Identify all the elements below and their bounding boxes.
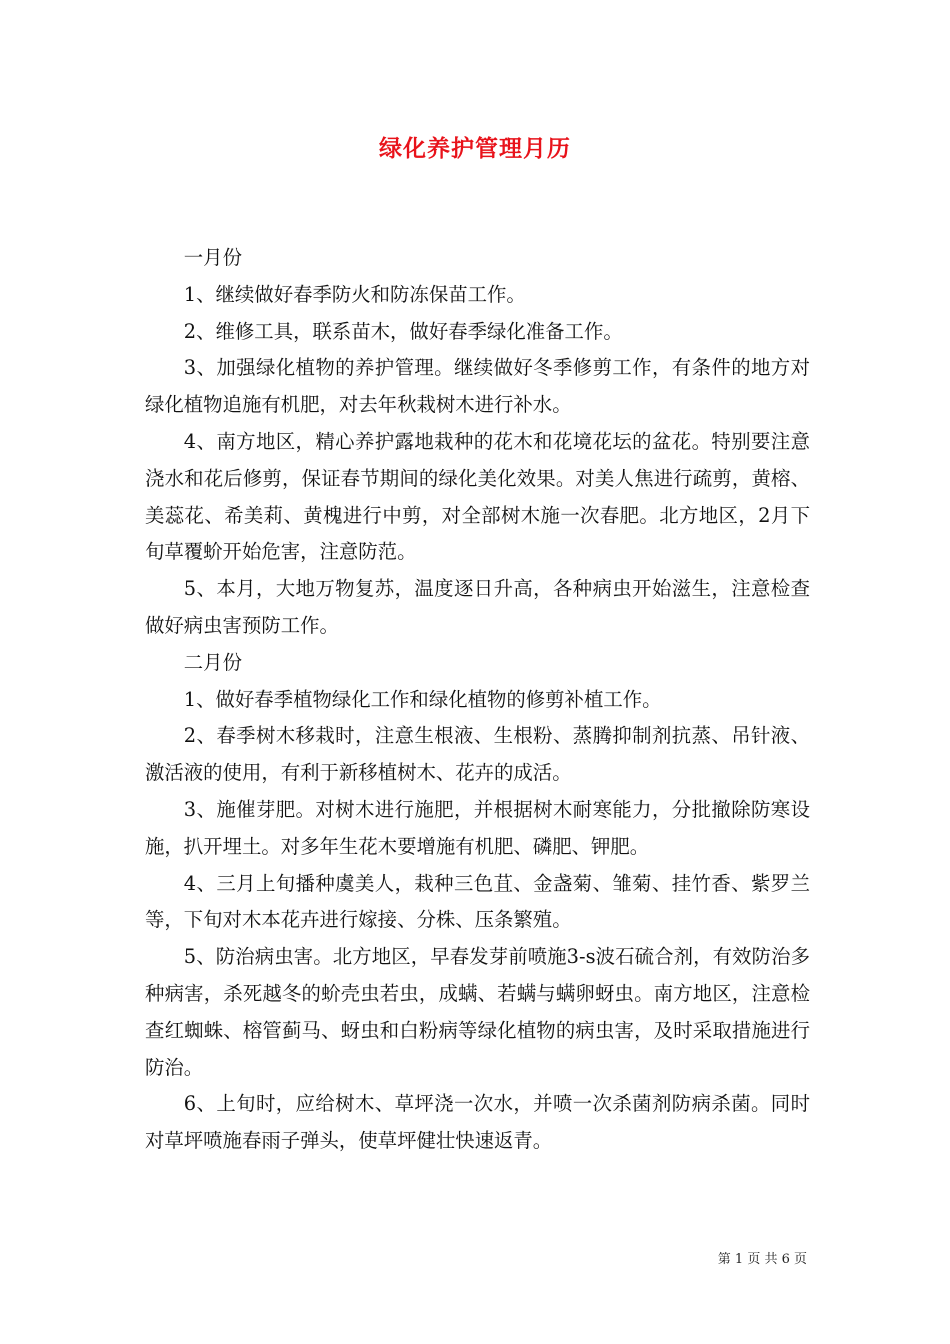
paragraph: 1、做好春季植物绿化工作和绿化植物的修剪补植工作。 (183, 687, 662, 711)
page-title: 绿化养护管理月历 (379, 136, 571, 162)
paragraph: 5、本月，大地万物复苏，温度逐日升高，各种病虫开始滋生，注意检查做好病虫害预防工作。 (145, 577, 810, 637)
paragraph: 6、上旬时，应给树木、草坪浇一次水，并喷一次杀菌剂防病杀菌。同时对草坪喷施春雨子弹头，使草坪健壮快速返青。 (145, 1092, 810, 1153)
paragraph: 2、春季树木移栽时，注意生根液、生根粉、蒸腾抑制剂抗蒸、吊针液、激活液的使用，有利于新移植树木、花卉的成活。 (145, 724, 810, 785)
paragraph: 1、继续做好春季防火和防冻保苗工作。 (183, 282, 526, 306)
paragraph: 4、南方地区，精心养护露地栽种的花木和花境花坛的盆花。特别要注意浇水和花后修剪，保证春节期间的绿化美化效果。对美人焦进行疏剪，黄榕、美蕊花、希美莉、黄槐进行中剪，对全部树木施一次春肥。北方地区，2月下旬草覆蚧开始危害，注意防范。 (145, 429, 810, 564)
paragraph: 5、防治病虫害。北方地区，早春发芽前喷施3-s波石硫合剂，有效防治多种病害，杀死越冬的蚧壳虫若虫，成螨、若螨与螨卵蚜虫。南方地区，注意检查红蜘蛛、榕管蓟马、蚜虫和白粉病等绿化植物的病虫害，及时采取措施进行防治。 (145, 945, 810, 1079)
paragraph: 4、三月上旬播种虞美人，栽种三色苴、金盏菊、雏菊、挂竹香、紫罗兰等，下旬对木本花卉进行嫁接、分株、压条繁殖。 (145, 871, 810, 932)
paragraph: 3、施催芽肥。对树木进行施肥，并根据树木耐寒能力，分批撤除防寒设施，扒开埋土。对多年生花木要增施有机肥、磷肥、钾肥。 (145, 797, 810, 858)
paragraph: 3、加强绿化植物的养护管理。继续做好冬季修剪工作，有条件的地方对绿化植物追施有机肥，对去年秋栽树木进行补水。 (145, 356, 810, 417)
section-heading-january: 一月份 (183, 246, 242, 269)
section-heading-february: 二月份 (183, 650, 242, 674)
document-body (145, 240, 810, 1160)
paragraph: 2、维修工具，联系苗木，做好春季绿化准备工作。 (183, 319, 623, 343)
page-number-footer: 第 1 页 共 6 页 (717, 1252, 807, 1267)
